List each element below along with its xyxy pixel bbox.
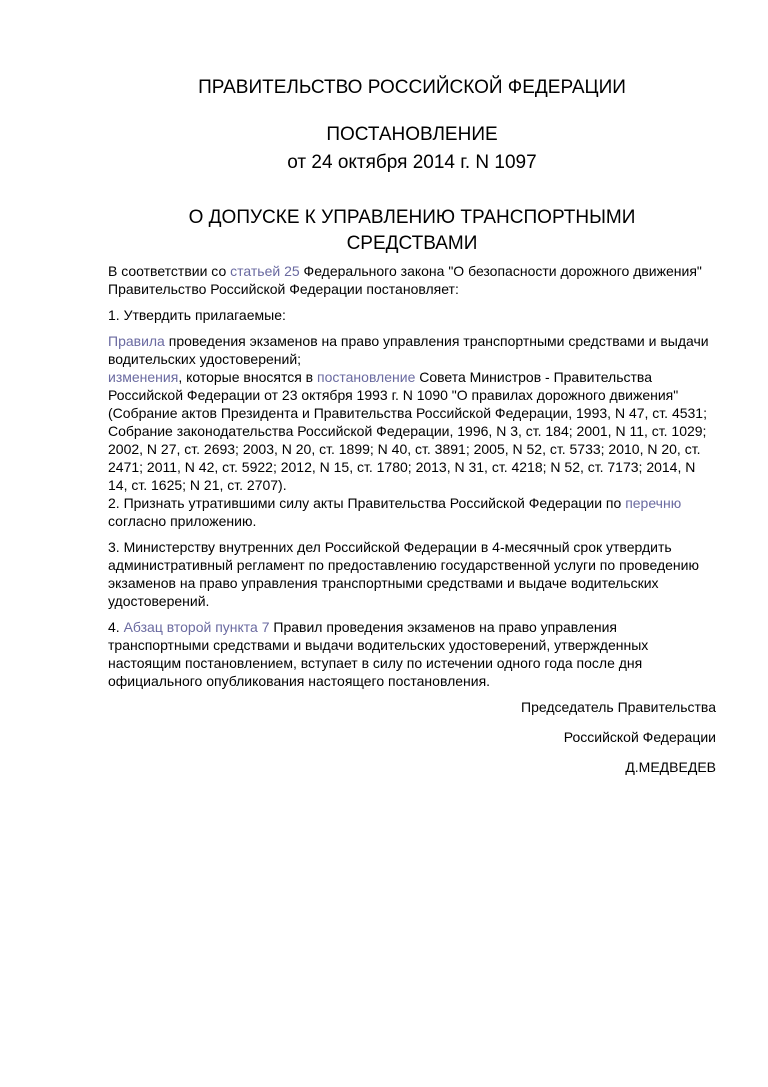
item-4-number: 4. (108, 619, 124, 635)
item-3-paragraph: 3. Министерству внутренних дел Российской Федерации в 4-месячный срок утвердить административный регламент по предоставлению государственной услуги по проведению экзаменов на право управления транспортными средствами и выдаче водительских удостоверений. (108, 539, 699, 609)
signatory-position: Председатель Правительства (521, 699, 716, 715)
signatory-name: Д.МЕДВЕДЕВ (625, 759, 716, 775)
paragraph-7-link[interactable]: Абзац второй пункта 7 (123, 619, 270, 635)
rules-text: проведения экзаменов на право управления транспортными средствами и выдачи водительских удостоверений; (108, 333, 709, 367)
item-2-text: 2. Признать утратившими силу акты Правительства Российской Федерации по (108, 495, 626, 511)
item-1-intro: 1. Утвердить прилагаемые: (108, 307, 286, 323)
signatory-organization: Российской Федерации (563, 729, 716, 745)
amendments-text-mid: , которые вносятся в (178, 369, 318, 385)
document-title-line1: О ДОПУСКЕ К УПРАВЛЕНИЮ ТРАНСПОРТНЫМИ (188, 207, 636, 228)
document-title-line2: СРЕДСТВАМИ (346, 233, 478, 254)
amendments-link[interactable]: изменения (108, 369, 179, 385)
preamble-paragraph (108, 262, 716, 298)
resolution-link[interactable]: постановление (317, 369, 416, 385)
list-link[interactable]: перечню (625, 495, 682, 511)
amendments-text: Совета Министров - Правительства Российской Федерации от 23 октября 1993 г. N 1090 "О правилах дорожного движения" (Собрание актов Президента и Правительства Российской Федерации, 1993, N 47, ст. 4531; Собрание законодательства Российской Федерации, 1996, N 3, ст. 184; 2001, N 11, ст. 1029; 2002, N 27, ст. 2693; 2003, N 20, ст. 1899; N 40, ст. 3891; 2005, N 52, ст. 5733; 2010, N 20, ст. 2471; 2011, N 42, ст. 5922; 2012, N 15, ст. 1780; 2013, N 31, ст. 4218; N 52, ст. 7173; 2014, N 14, ст. 1625; N 21, ст. 2707). (108, 369, 707, 493)
article-25-link[interactable]: статьей 25 (230, 263, 300, 279)
issuing-authority: ПРАВИТЕЛЬСТВО РОССИЙСКОЙ ФЕДЕРАЦИИ (198, 77, 626, 98)
item-1-subitem-amendments (108, 368, 716, 494)
item-4-text: Правил проведения экзаменов на право управления транспортными средствами и выдачи водительских удостоверений, утвержденных настоящим постановлением, вступает в силу по истечении одного года после дня официального опубликования настоящего постановления. (108, 619, 649, 689)
preamble-text-start: В соответствии со (108, 263, 231, 279)
item-1-subitem-rules (108, 332, 716, 368)
preamble-text-end: Федерального закона "О безопасности дорожного движения" Правительство Российской Федерации постановляет: (108, 263, 702, 297)
item-2-paragraph (108, 494, 716, 530)
rules-link[interactable]: Правила (108, 333, 165, 349)
item-2-text-end: согласно приложению. (108, 513, 257, 529)
document-title (108, 205, 716, 257)
item-4-paragraph (108, 618, 716, 690)
document-body (108, 262, 716, 776)
document-date-number: от 24 октября 2014 г. N 1097 (287, 152, 537, 173)
document-type: ПОСТАНОВЛЕНИЕ (326, 124, 498, 145)
